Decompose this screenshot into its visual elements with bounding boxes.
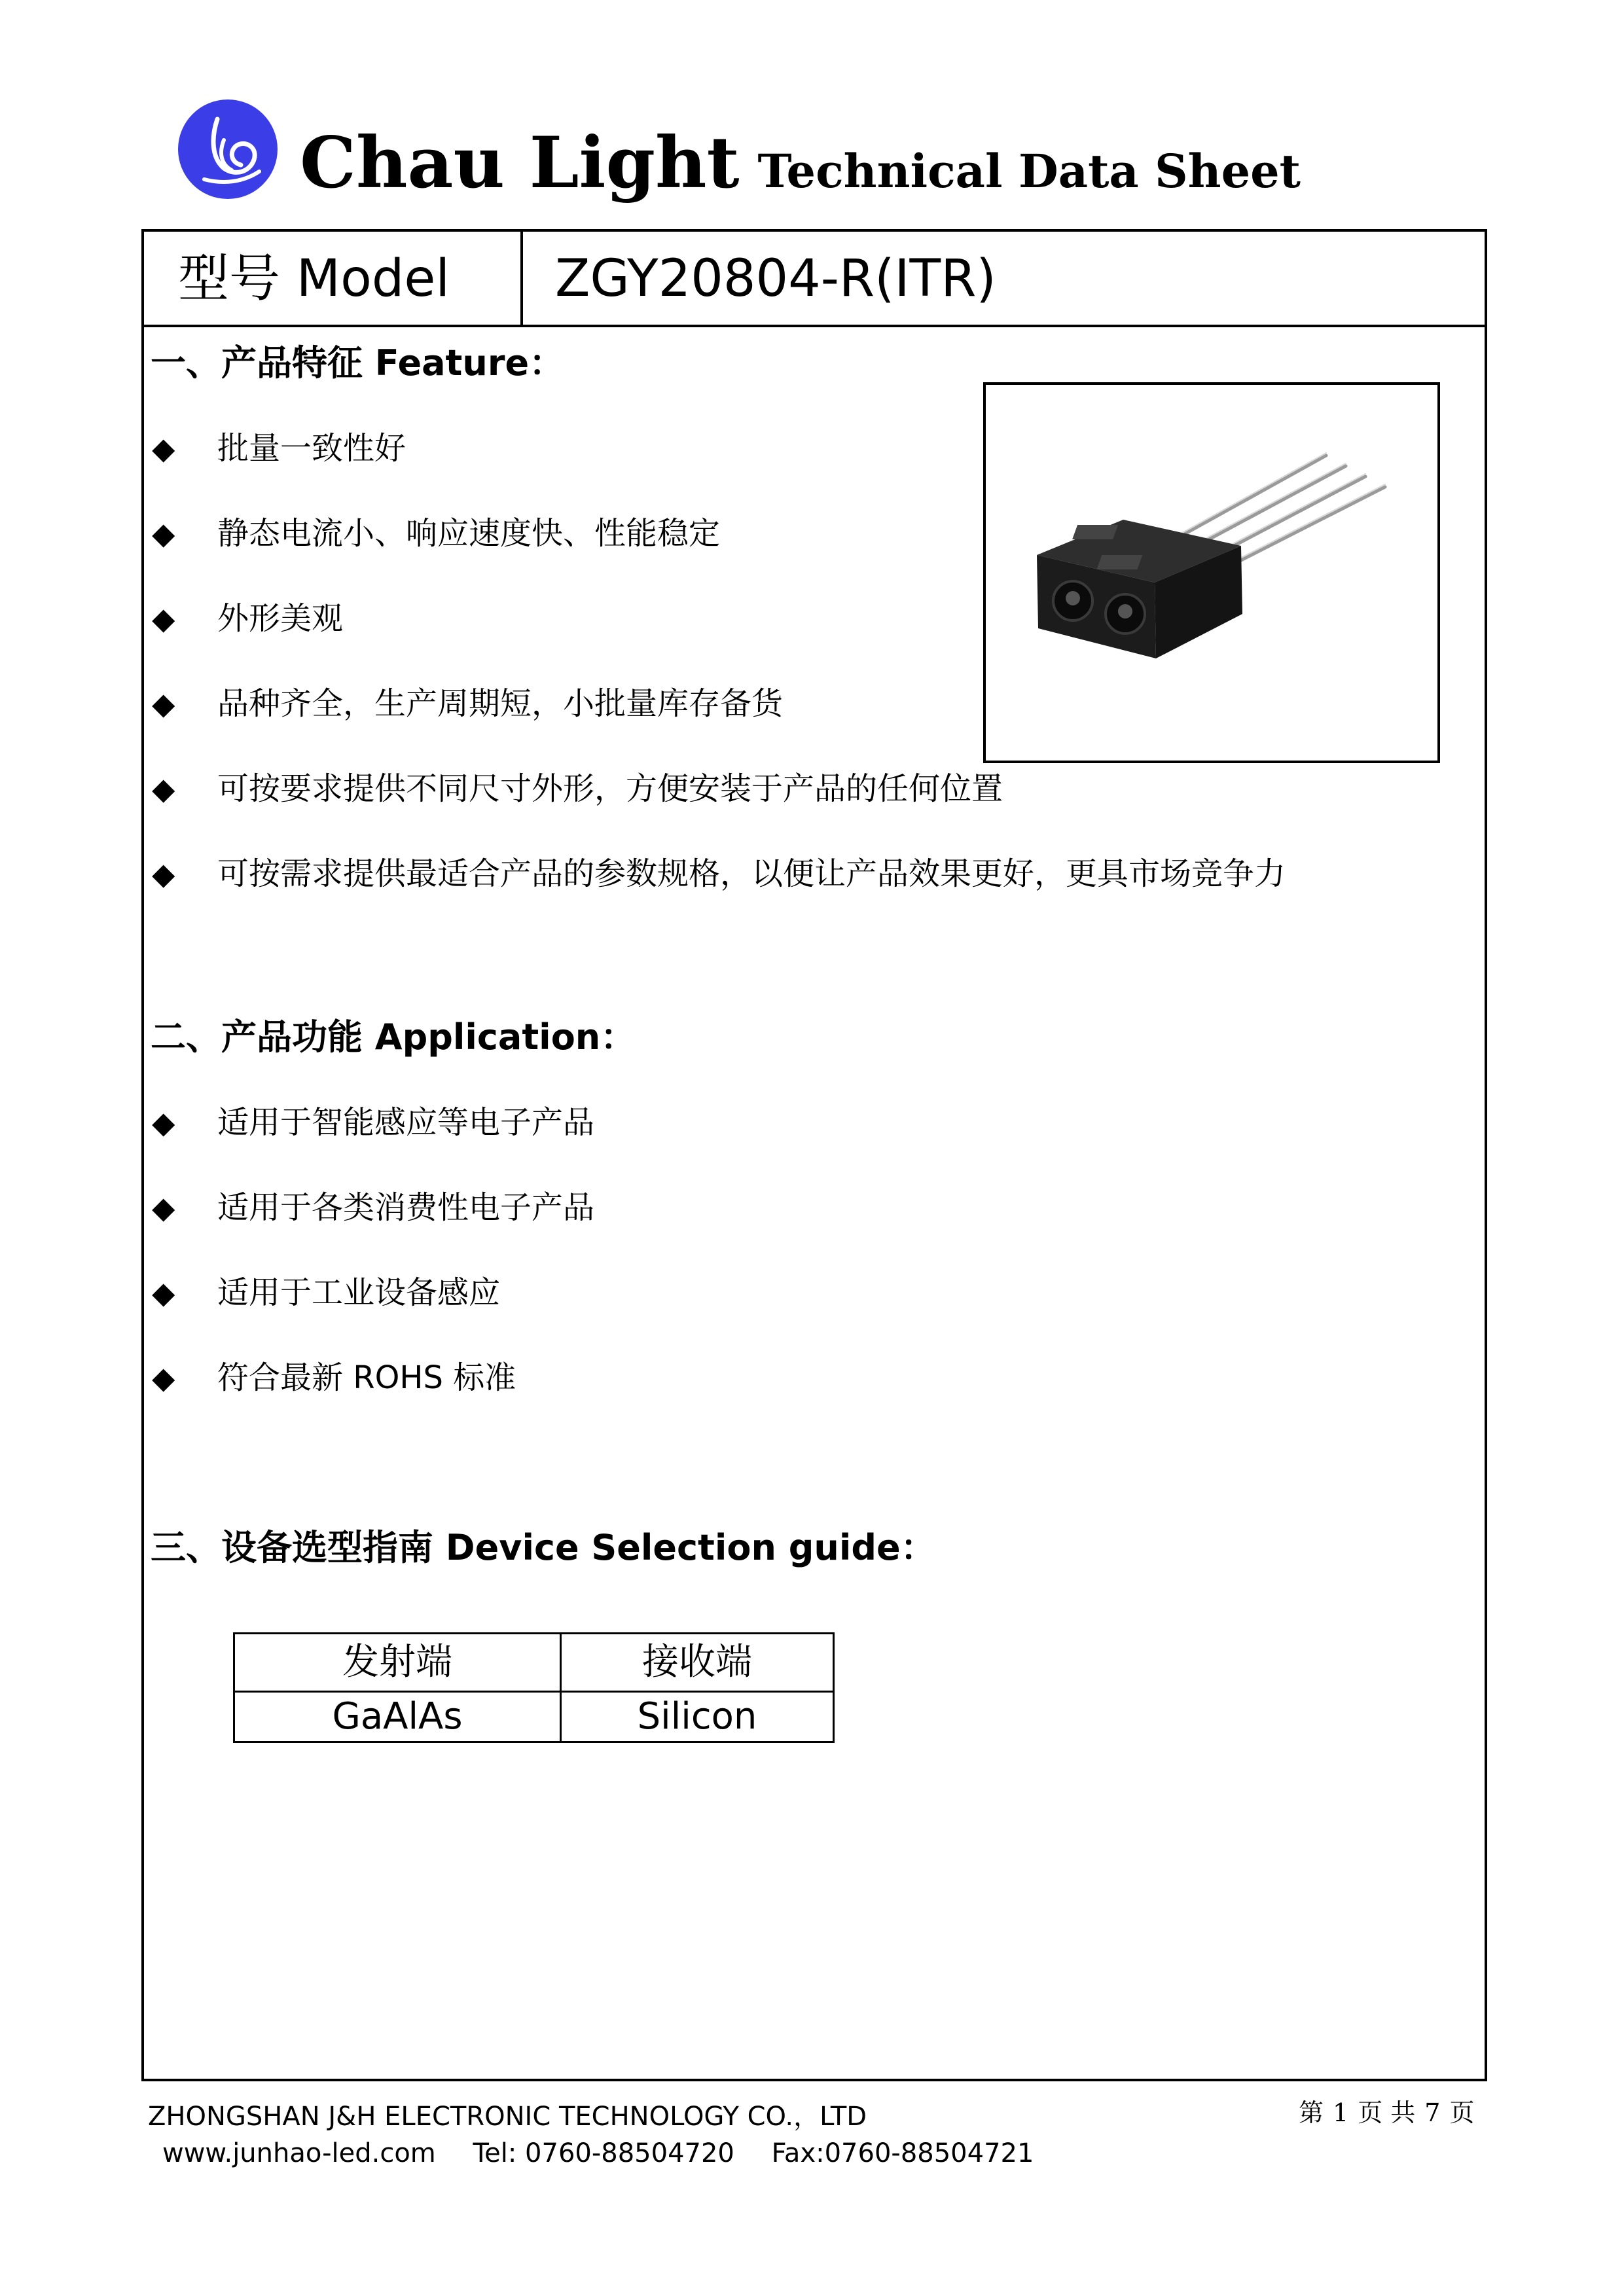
table-header-row: [234, 1634, 834, 1692]
diamond-bullet-icon: ◆: [152, 601, 175, 636]
table-cell: Silicon: [561, 1692, 834, 1742]
diamond-bullet-icon: ◆: [152, 686, 175, 721]
diamond-bullet-icon: ◆: [152, 1190, 175, 1225]
model-value: ZGY20804-R(ITR): [555, 249, 996, 308]
diamond-bullet-icon: ◆: [152, 856, 175, 891]
feature-item: ◆ 批量一致性好: [152, 425, 406, 471]
diamond-bullet-icon: ◆: [152, 516, 175, 551]
table-row: [234, 1692, 834, 1742]
product-photo: [983, 382, 1440, 763]
diamond-bullet-icon: ◆: [152, 431, 175, 466]
feature-item: ◆ 静态电流小、响应速度快、性能稳定: [152, 511, 720, 556]
footer-contact: [162, 2135, 1062, 2172]
footer-fax: Fax:0760-88504721: [771, 2138, 1034, 2168]
application-item: ◆ 符合最新 ROHS 标准: [152, 1355, 516, 1401]
page-number: 第 1 页 共 7 页: [1299, 2098, 1475, 2127]
device-selection-table: [233, 1632, 835, 1743]
brand-name: Chau Light: [300, 122, 740, 204]
footer-tel: Tel: 0760-88504720: [473, 2138, 734, 2168]
feature-item: ◆ 可按需求提供最适合产品的参数规格，以便让产品效果更好，更具市场竞争力: [152, 851, 1286, 897]
footer-website: www.junhao-led.com: [162, 2138, 436, 2168]
application-item: ◆ 适用于各类消费性电子产品: [152, 1185, 594, 1230]
datasheet-frame: [141, 229, 1487, 2081]
table-cell: GaAlAs: [234, 1692, 561, 1742]
current-page: 1: [1333, 2098, 1349, 2127]
feature-item: ◆ 可按要求提供不同尺寸外形，方便安装于产品的任何位置: [152, 766, 1003, 812]
application-item: ◆ 适用于智能感应等电子产品: [152, 1100, 594, 1145]
diamond-bullet-icon: ◆: [152, 1105, 175, 1140]
brand-subtitle: Technical Data Sheet: [757, 144, 1301, 198]
selection-section-title: 三、设备选型指南 Device Selection guide：: [151, 1527, 936, 1568]
feature-section-title: 一、产品特征 Feature：: [151, 342, 565, 384]
model-row: [144, 232, 1485, 327]
application-section-title: 二、产品功能 Application：: [151, 1016, 636, 1058]
diamond-bullet-icon: ◆: [152, 1275, 175, 1310]
logo-glyph: [178, 99, 278, 199]
feature-item: ◆ 外形美观: [152, 596, 343, 641]
total-pages: 7: [1424, 2098, 1441, 2127]
diamond-bullet-icon: ◆: [152, 1360, 175, 1395]
model-label: 型号 Model: [178, 249, 450, 308]
table-header-cell: 发射端: [234, 1634, 561, 1692]
chau-light-logo-icon: [178, 99, 278, 199]
feature-item: ◆ 品种齐全，生产周期短，小批量库存备货: [152, 681, 783, 726]
table-header-cell: 接收端: [561, 1634, 834, 1692]
footer-company: ZHONGSHAN J&H ELECTRONIC TECHNOLOGY CO.，LTD: [148, 2102, 867, 2132]
diamond-bullet-icon: ◆: [152, 771, 175, 806]
sensor-illustration: [986, 385, 1437, 761]
model-divider: [520, 232, 523, 327]
application-item: ◆ 适用于工业设备感应: [152, 1270, 500, 1316]
brand-title: [300, 120, 1301, 214]
